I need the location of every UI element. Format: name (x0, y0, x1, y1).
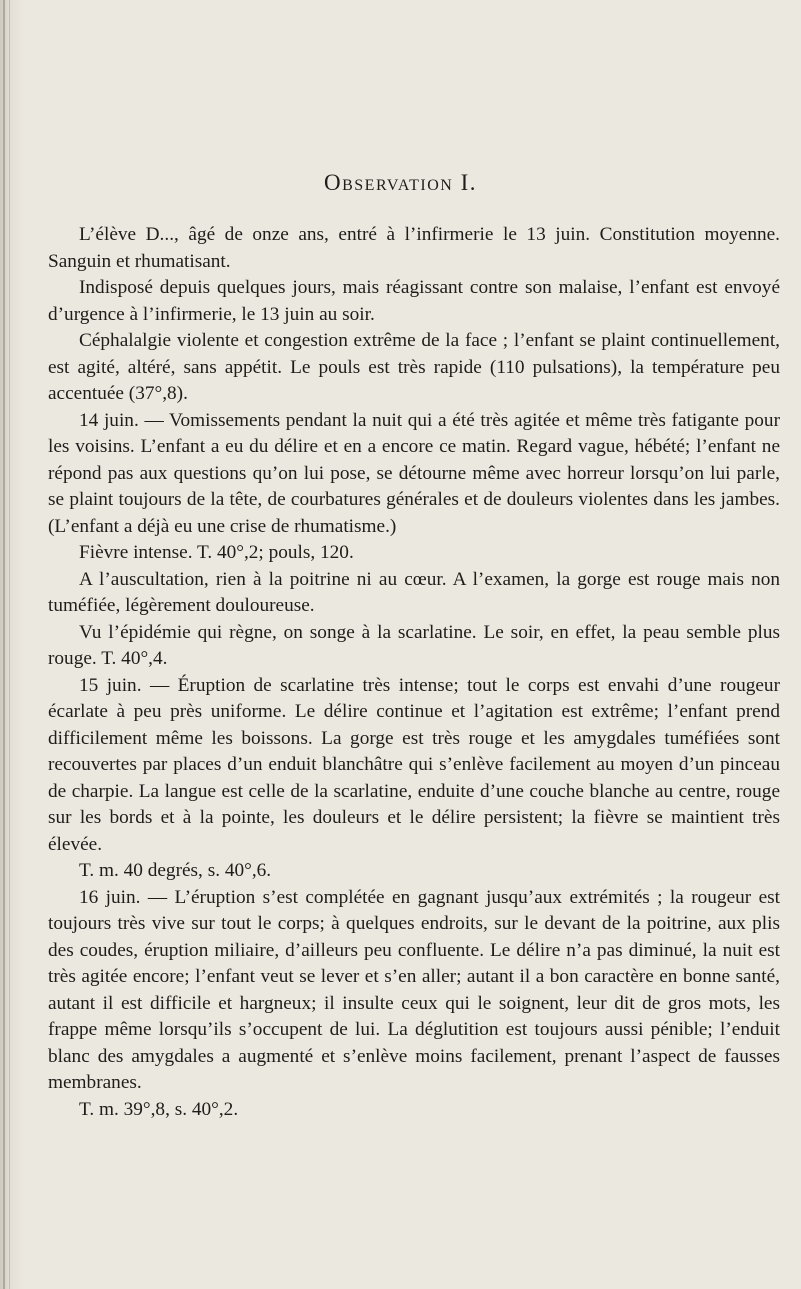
paragraph-5: Fièvre intense. T. 40°,2; pouls, 120. (79, 542, 354, 563)
paragraph-10: 16 juin. — L’éruption s’est complétée en gagnant jusqu’aux extrémités ; la rougeur est toujours très vive sur tout le corps; à quelques endroits, sur le devant de la poitrine, aux plis des coudes, éruption miliaire, d’ailleurs peu confluente. Le délire n’a pas diminué, la nuit est très agitée encore; l’enfant veut se lever et s’en aller; autant il a bon caractère en bonne santé, autant il est difficile et hargneux; il insulte ceux qui le soignent, leur dit de gros mots, les frappe même lorsqu’ils s’occupent de lui. La déglutition est toujours aussi pénible; l’enduit blanc des amygdales a augmenté et s’enlève moins facilement, prenant l’aspect de fausses membranes. (48, 886, 780, 1093)
paragraph-1: L’élève D..., âgé de onze ans, entré à l’infirmerie le 13 juin. Constitution moyenne. Sanguin et rhumatisant. (48, 224, 780, 272)
paragraph-4: 14 juin. — Vomissements pendant la nuit qui a été très agitée et même très fatigante pour les voisins. L’enfant a eu du délire et en a encore ce matin. Regard vague, hébété; l’enfant ne répond pas aux questions qu’on lui pose, se détourne même avec horreur lorsqu’on lui parle, se plaint toujours de la tête, de courbatures générales et de douleurs violentes dans les jambes. (L’enfant a déjà eu une crise de rhumatisme.) (48, 409, 780, 537)
paragraph-11: T. m. 39°,8, s. 40°,2. (79, 1098, 239, 1120)
paragraph-8: 15 juin. — Éruption de scarlatine très intense; tout le corps est envahi d’une rougeur écarlate à peu près uniforme. Le délire continue et l’agitation est extrême; l’enfant prend difficilement même les boissons. La gorge est très rouge et les amygdales tuméfiées sont recouvertes par places d’un enduit blanchâtre qui s’enlève facilement au moyen d’un pinceau de charpie. La langue est celle de la scarlatine, enduite d’une couche blanche au centre, rouge sur les bords et à la pointe, les douleurs et le délire persistent; la fièvre se maintient très élevée. (48, 674, 780, 855)
paragraph-7: Vu l’épidémie qui règne, on songe à la scarlatine. Le soir, en effet, la peau semble plus rouge. T. 40°,4. (48, 621, 780, 669)
paragraph-2: Indisposé depuis quelques jours, mais réagissant contre son malaise, l’enfant est envoyé d’urgence à l’infirmerie, le 13 juin au soir. (48, 277, 780, 325)
observation-title: Observation I. (324, 170, 477, 195)
paragraph-9: T. m. 40 degrés, s. 40°,6. (79, 860, 272, 881)
paragraph-6: A l’auscultation, rien à la poitrine ni au cœur. A l’examen, la gorge est rouge mais non tuméfiée, légèrement douloureuse. (48, 568, 780, 616)
paragraph-3: Céphalalgie violente et congestion extrême de la face ; l’enfant se plaint continuellement, est agité, altéré, sans appétit. Le pouls est très rapide (110 pulsations), la température peu accentuée (37°,8). (48, 330, 780, 404)
observation-body (48, 222, 780, 1123)
